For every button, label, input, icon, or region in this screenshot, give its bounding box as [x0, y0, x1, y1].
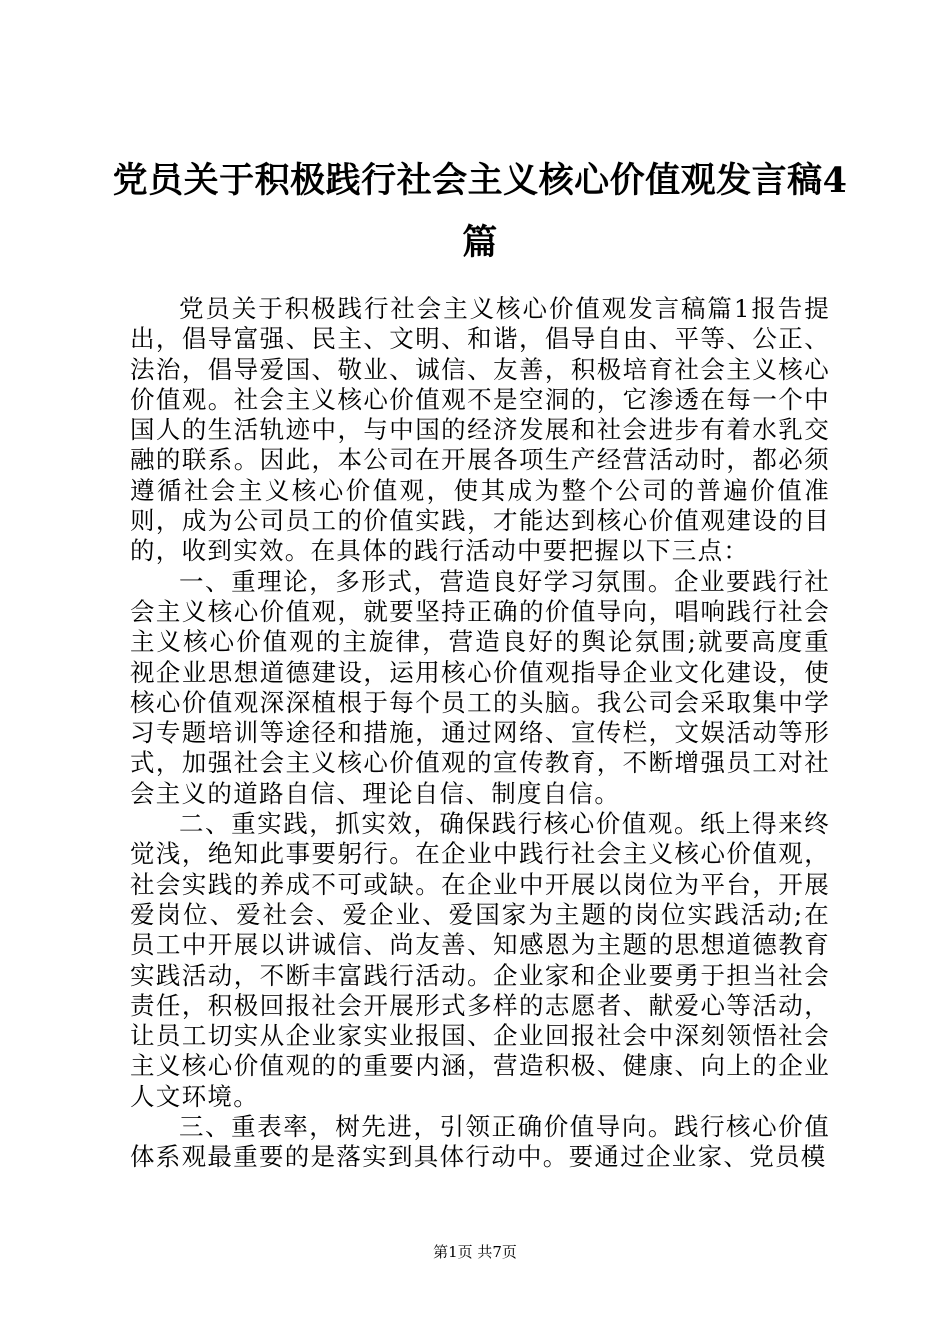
paragraph-3: 二、重实践，抓实效，确保践行核心价值观。纸上得来终觉浅，绝知此事要躬行。在企业中践行社会主义核心价值观，社会实践的养成不可或缺。在企业中开展以岗位为平台，开展爱岗位、爱社会、爱企业、爱国家为主题的岗位实践活动;在员工中开展以讲诚信、尚友善、知感恩为主题的思想道德教育实践活动，不断丰富践行活动。企业家和企业要勇于担当社会责任，积极回报社会开展形式多样的志愿者、献爱心等活动，让员工切实从企业家实业报国、企业回报社会中深刻领悟社会主义核心价值观的的重要内涵，营造积极、健康、向上的企业人文环境。 [130, 809, 830, 1111]
page-number-footer: 第1页 共7页 [433, 1243, 517, 1261]
document-title: 党员关于积极践行社会主义核心价值观发言稿4篇 [112, 160, 848, 263]
document-body [130, 294, 830, 1173]
paragraph-2: 一、重理论，多形式，营造良好学习氛围。企业要践行社会主义核心价值观，就要坚持正确的价值导向，唱响践行社会主义核心价值观的主旋律，营造良好的舆论氛围;就要高度重视企业思想道德建设，运用核心价值观指导企业文化建设，使核心价值观深深植根于每个员工的头脑。我公司会采取集中学习专题培训等途径和措施，通过网络、宣传栏，文娱活动等形式，加强社会主义核心价值观的宣传教育，不断增强员工对社会主义的道路自信、理论自信、制度自信。 [130, 566, 830, 808]
paragraph-1: 党员关于积极践行社会主义核心价值观发言稿篇1报告提出，倡导富强、民主、文明、和谐，倡导自由、平等、公正、法治，倡导爱国、敬业、诚信、友善，积极培育社会主义核心价值观。社会主义核心价值观不是空洞的，它渗透在每一个中国人的生活轨迹中，与中国的经济发展和社会进步有着水乳交融的联系。因此，本公司在开展各项生产经营活动时，都必须遵循社会主义核心价值观，使其成为整个公司的普遍价值准则，成为公司员工的价值实践，才能达到核心价值观建设的目的，收到实效。在具体的践行活动中要把握以下三点： [130, 294, 830, 566]
paragraph-4: 三、重表率，树先进，引领正确价值导向。践行核心价值体系观最重要的是落实到具体行动中。要通过企业家、党员模 [130, 1112, 830, 1172]
